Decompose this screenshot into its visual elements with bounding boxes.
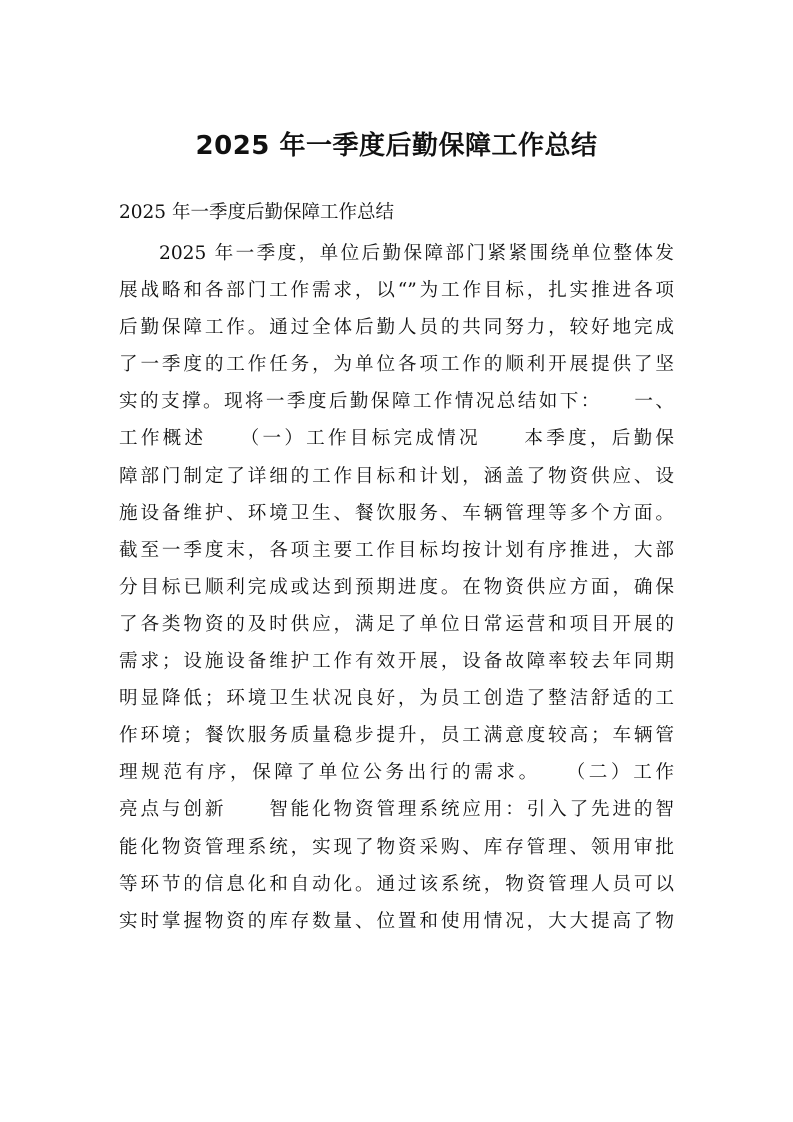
body-line: 2025 年一季度，单位后勤保障部门紧紧围绕单位整体发	[159, 243, 674, 264]
body-line: 需求；设施设备维护工作有效开展，设备故障率较去年同期	[119, 651, 674, 673]
document-subtitle: 2025 年一季度后勤保障工作总结	[119, 202, 394, 223]
body-line: 作环境；餐饮服务质量稳步提升，员工满意度较高；车辆管	[119, 725, 674, 747]
document-body	[119, 235, 674, 940]
body-line: 展战略和各部门工作需求，以“”为工作目标，扎实推进各项	[119, 280, 674, 302]
body-line: 分目标已顺利完成或达到预期进度。在物资供应方面，确保	[119, 576, 674, 598]
body-line: 了各类物资的及时供应，满足了单位日常运营和项目开展的	[119, 613, 674, 635]
body-line: 施设备维护、环境卫生、餐饮服务、车辆管理等多个方面。	[119, 502, 674, 524]
body-line: 障部门制定了详细的工作目标和计划，涵盖了物资供应、设	[119, 465, 674, 487]
body-line: 理规范有序，保障了单位公务出行的需求。 （二）工作	[119, 762, 674, 784]
body-line: 实时掌握物资的库存数量、位置和使用情况，大大提高了物	[119, 910, 674, 932]
body-line: 等环节的信息化和自动化。通过该系统，物资管理人员可以	[119, 873, 674, 895]
body-line: 能化物资管理系统，实现了物资采购、库存管理、领用审批	[119, 836, 674, 858]
body-line: 亮点与创新 智能化物资管理系统应用：引入了先进的智	[119, 799, 674, 821]
body-line: 工作概述 （一）工作目标完成情况 本季度，后勤保	[119, 428, 674, 450]
document-title: 2025 年一季度后勤保障工作总结	[195, 131, 598, 161]
body-line: 了一季度的工作任务，为单位各项工作的顺利开展提供了坚	[119, 354, 674, 376]
body-line: 后勤保障工作。通过全体后勤人员的共同努力，较好地完成	[119, 317, 674, 339]
body-line: 截至一季度末，各项主要工作目标均按计划有序推进，大部	[119, 539, 674, 561]
body-line: 明显降低；环境卫生状况良好，为员工创造了整洁舒适的工	[119, 688, 674, 710]
body-line: 实的支撑。现将一季度后勤保障工作情况总结如下： 一、	[119, 391, 674, 413]
